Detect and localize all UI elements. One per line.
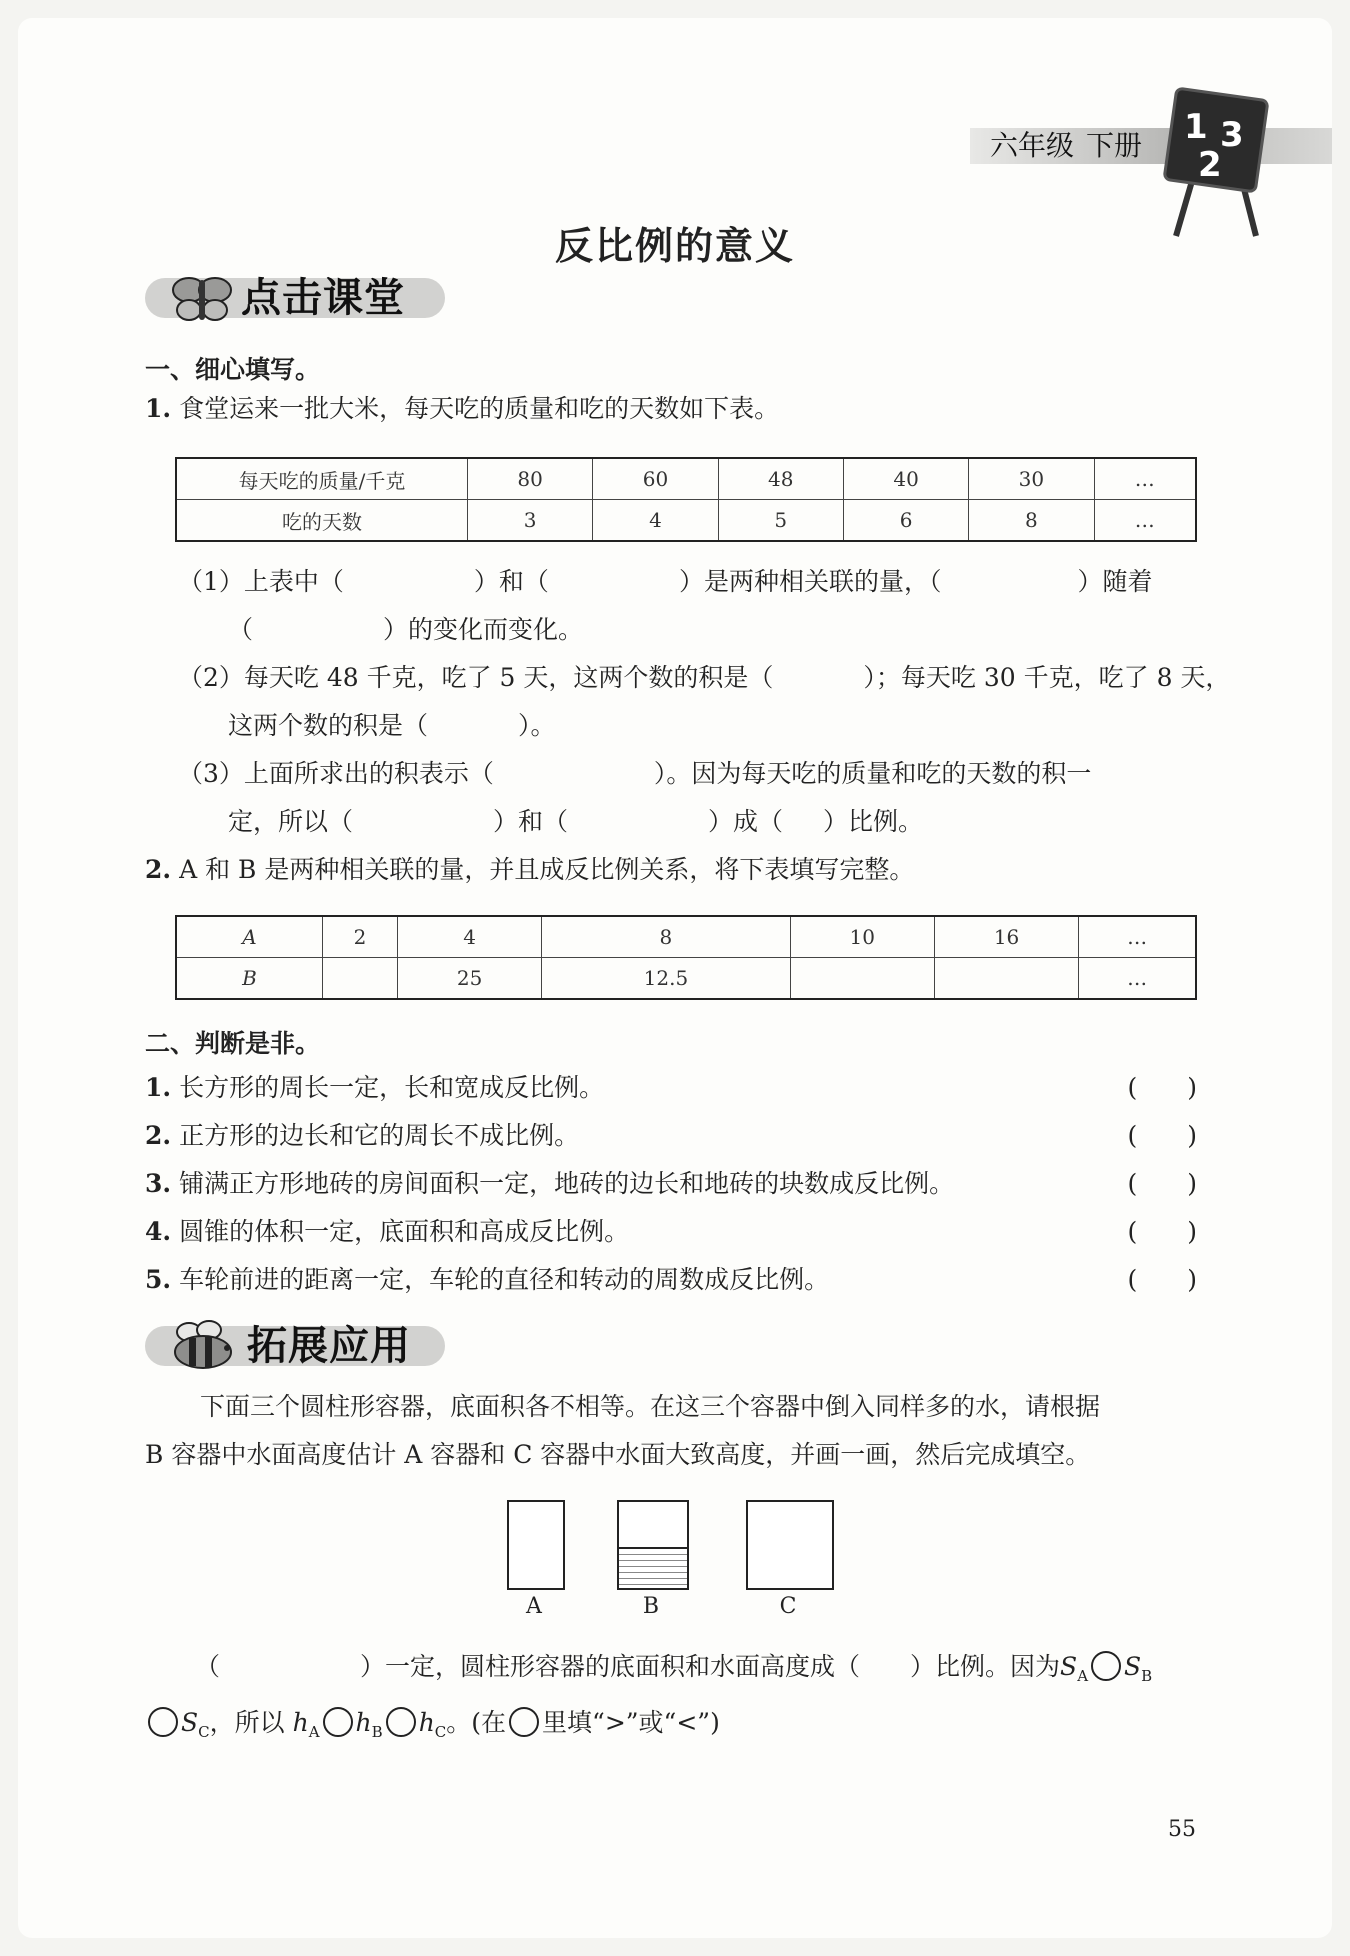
sub1-text-a: （1）上表中（ [178,567,344,596]
table-cell: 40 [843,458,968,500]
table-cell: 4 [397,916,541,958]
q1-table [175,457,1197,542]
sub1-text-f: ）的变化而变化。 [383,615,584,644]
symbol-h: h [292,1708,309,1737]
judgement-number: 4. [145,1217,172,1246]
table-cell: 每天吃的质量/千克 [176,458,468,500]
sub3-text-a: （3）上面所求出的积表示（ [178,759,494,788]
q1-sub1-line1 [178,563,1152,601]
sub3-text-f: ）比例。 [823,807,924,836]
judgement-item-3 [145,1164,1197,1204]
table-cell: 48 [718,458,843,500]
judgement-item-4 [145,1212,1197,1252]
table-cell: … [1094,500,1196,542]
grade-label [990,128,1154,164]
table-cell: … [1094,458,1196,500]
sub2-text-c: 这两个数的积是（ [228,711,429,740]
q1-text: 食堂运来一批大米，每天吃的质量和吃的天数如下表。 [179,394,780,423]
sub3-text-e: ）成（ [708,807,784,836]
badge-digit-2: 3 [1220,115,1244,155]
sub1-text-c: ）是两种相关联的量，（ [678,567,942,596]
table-cell-blank[interactable] [790,958,934,1000]
q1-sub3-line2 [228,803,923,841]
judgement-item-5 [145,1260,1197,1300]
table-cell: … [1079,958,1196,1000]
q1-sub1-line2 [228,611,583,649]
fill-text-b: ）一定，圆柱形容器的底面积和水面高度成（ [360,1652,861,1681]
subscript: C [434,1723,447,1741]
subscript: A [308,1723,320,1741]
fill-text-d: ，所以 [209,1708,285,1737]
table-cell: 80 [468,458,593,500]
bee-icon [165,1318,245,1374]
answer-bracket[interactable]: ( ) [1127,1073,1197,1102]
circle-symbol [509,1707,539,1737]
judgement-number: 1. [145,1073,172,1102]
answer-bracket[interactable]: ( ) [1127,1217,1197,1246]
table-row [176,500,1196,542]
subscript: B [1141,1667,1153,1685]
subscript: A [1077,1667,1089,1685]
answer-bracket[interactable]: ( ) [1127,1169,1197,1198]
container-label-b: B [642,1594,660,1619]
section-tag-click-class [145,270,445,322]
symbol-s: S [1124,1652,1142,1681]
table-cell-blank[interactable] [323,958,398,1000]
answer-bracket[interactable]: ( ) [1127,1265,1197,1294]
q1-number: 1. [145,394,172,423]
q2-table [175,915,1197,1000]
q1-stem [145,390,779,428]
table-cell: 4 [593,500,718,542]
table-cell: 吃的天数 [176,500,468,542]
compare-circle[interactable] [148,1707,178,1737]
container-label-c: C [779,1594,797,1619]
section-tag-extension [145,1318,445,1370]
symbol-s: S [181,1708,199,1737]
water-fill [619,1547,687,1588]
table-cell: 5 [718,500,843,542]
sub3-text-c: 定，所以（ [228,807,354,836]
sub1-text-e: （ [228,615,254,644]
table-cell: B [176,958,323,1000]
container-c[interactable] [746,1500,834,1590]
table-cell: 6 [843,500,968,542]
subscript: B [371,1723,383,1741]
table-cell: 30 [969,458,1094,500]
table-cell: … [1079,916,1196,958]
fill-text-f: 里填“>”或“<”) [542,1708,720,1737]
table-cell: 10 [790,916,934,958]
fill-text-e: 。(在 [446,1708,507,1737]
sub1-text-d: ）随着 [1077,567,1153,596]
table-cell-blank[interactable] [934,958,1078,1000]
q2-stem [145,851,914,889]
table-cell: 8 [969,500,1094,542]
symbol-h: h [355,1708,372,1737]
table-cell: 3 [468,500,593,542]
sub2-text-d: ）。 [518,711,556,740]
page-number: 55 [1168,1817,1196,1842]
q1-sub3-line1 [178,755,1091,793]
judgement-item-1 [145,1068,1197,1108]
judgement-text: 正方形的边长和它的周长不成比例。 [179,1121,580,1150]
section-tag-label: 拓展应用 [247,1323,411,1369]
sub1-text-b: ）和（ [473,567,549,596]
judgement-text: 铺满正方形地砖的房间面积一定，地砖的边长和地砖的块数成反比例。 [179,1169,955,1198]
table-cell: 60 [593,458,718,500]
q2-text: A 和 B 是两种相关联的量，并且成反比例关系，将下表填写完整。 [179,855,915,884]
q1-sub2-line2 [228,707,556,745]
sub3-text-d: ）和（ [493,807,569,836]
sub2-text-b: ）；每天吃 30 千克，吃了 8 天， [863,663,1231,692]
part2-heading: 二、判断是非。 [145,1029,321,1058]
fill-text-a: （ [195,1652,221,1681]
extension-paragraph-line1: 下面三个圆柱形容器，底面积各不相等。在这三个容器中倒入同样多的水，请根据 [200,1392,1101,1421]
judgement-number: 5. [145,1265,172,1294]
symbol-h: h [418,1708,435,1737]
butterfly-icon [167,270,237,326]
judgement-text: 车轮前进的距离一定，车轮的直径和转动的周数成反比例。 [179,1265,830,1294]
grade-text: 六年级 [990,129,1075,162]
fill-text-c: ）比例。因为 [910,1652,1061,1681]
section-tag-label: 点击课堂 [241,275,405,321]
judgement-number: 3. [145,1169,172,1198]
table-row [176,958,1196,1000]
container-b [617,1500,689,1590]
sub2-text-a: （2）每天吃 48 千克，吃了 5 天，这两个数的积是（ [178,663,774,692]
volume-text: 下册 [1086,129,1143,162]
q2-number: 2. [145,855,172,884]
badge-digit-3: 2 [1198,145,1222,185]
compare-circle[interactable] [386,1707,416,1737]
page-title: 反比例的意义 [554,224,795,268]
table-cell: 12.5 [542,958,790,1000]
extension-paragraph-line2: B 容器中水面高度估计 A 容器和 C 容器中水面大致高度，并画一画，然后完成填空。 [145,1440,1091,1469]
part1-heading: 一、细心填写。 [145,355,321,384]
symbol-s: S [1060,1652,1078,1681]
conclusion-line2 [145,1704,720,1751]
table-row [176,916,1196,958]
compare-circle[interactable] [1091,1651,1121,1681]
table-cell: A [176,916,323,958]
table-cell: 25 [397,958,541,1000]
table-row [176,458,1196,500]
table-cell: 8 [542,916,790,958]
answer-bracket[interactable]: ( ) [1127,1121,1197,1150]
badge-digit-1: 1 [1184,107,1208,147]
judgement-number: 2. [145,1121,172,1150]
judgement-item-2 [145,1116,1197,1156]
q1-sub2-line1 [178,659,1230,697]
sub3-text-b: ）。因为每天吃的质量和吃的天数的积一 [653,759,1092,788]
table-cell: 16 [934,916,1078,958]
compare-circle[interactable] [323,1707,353,1737]
judgement-text: 长方形的周长一定，长和宽成反比例。 [179,1073,605,1102]
container-a[interactable] [507,1500,565,1590]
conclusion-line1 [195,1648,1152,1695]
subscript: C [198,1723,210,1741]
judgement-text: 圆锥的体积一定，底面积和高成反比例。 [179,1217,630,1246]
container-label-a: A [526,1594,542,1619]
table-cell: 2 [323,916,398,958]
